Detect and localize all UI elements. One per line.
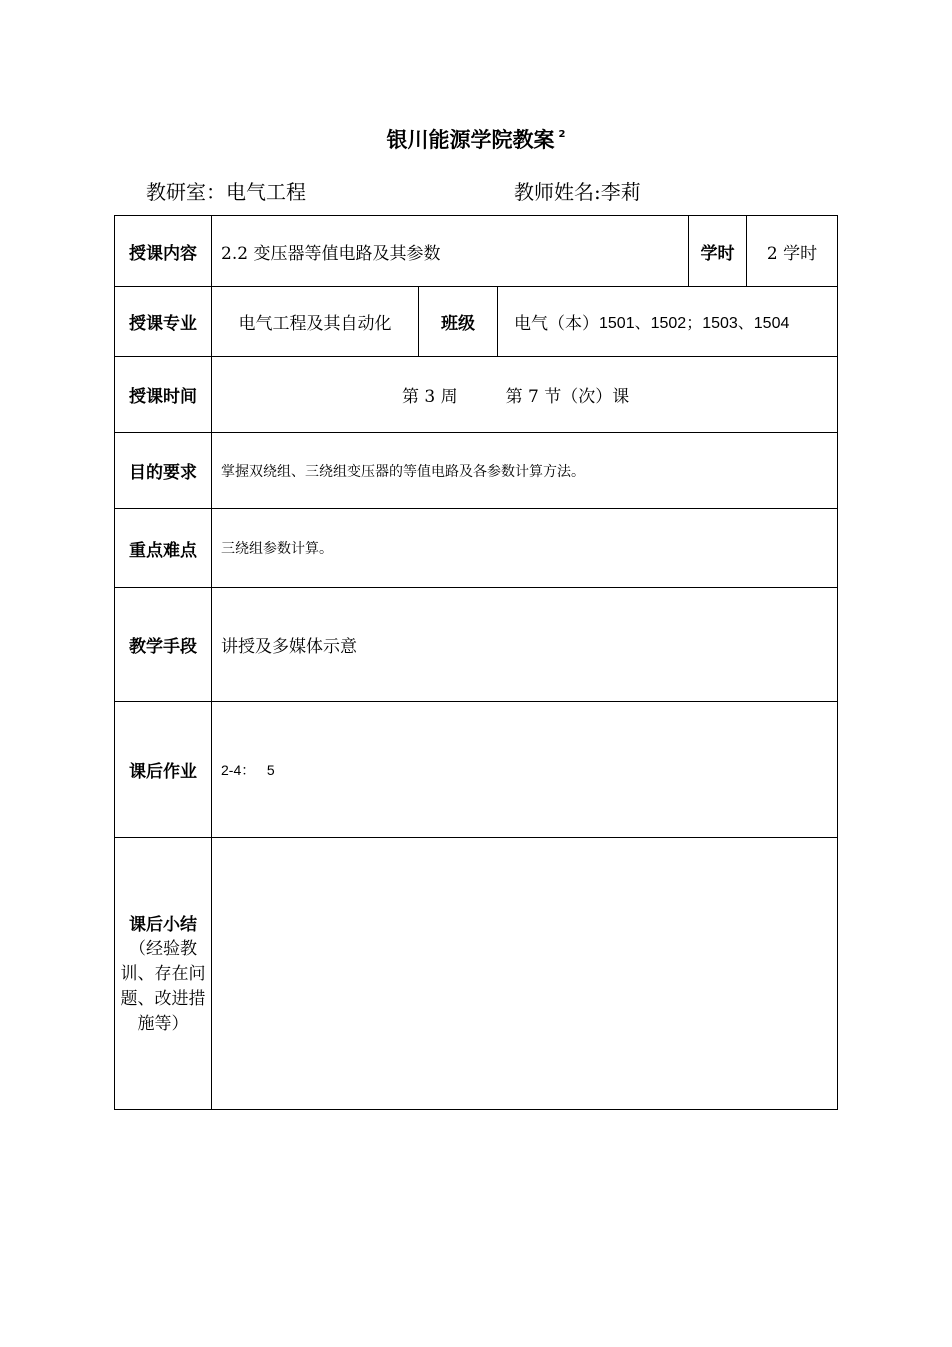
homework-label: 课后作业 <box>129 762 197 782</box>
keypoint-value: 三绕组参数计算。 <box>221 541 333 557</box>
department-value: 电气工程 <box>226 180 306 204</box>
summary-note-line-3: 题、改进措 <box>120 989 206 1009</box>
hours-label: 学时 <box>700 243 735 264</box>
title-superscript: 2 <box>558 129 566 140</box>
class-label: 班级 <box>441 314 475 334</box>
time-session: 第 7 节（次）课 <box>505 387 630 407</box>
objective-label: 目的要求 <box>129 463 197 483</box>
major-label: 授课专业 <box>129 314 197 334</box>
major-value: 电气工程及其自动化 <box>238 314 392 334</box>
department-field <box>146 176 306 205</box>
class-value <box>498 287 837 356</box>
summary-label-cell <box>115 838 211 1109</box>
hours-value: 2 学时 <box>766 243 818 264</box>
time-value <box>212 357 837 432</box>
teacher-label: 教师姓名: <box>514 180 601 204</box>
summary-note-line-4: 施等） <box>137 1014 189 1034</box>
department-label: 教研室： <box>146 180 226 204</box>
teacher-field <box>514 176 641 205</box>
summary-label: 课后小结 <box>129 915 197 935</box>
summary-note-line-2: 训、存在问 <box>120 964 206 984</box>
time-label: 授课时间 <box>129 387 197 407</box>
content-label: 授课内容 <box>129 243 197 264</box>
method-label: 教学手段 <box>129 637 197 657</box>
homework-value: 2-4： 5 <box>221 761 275 778</box>
summary-value <box>212 838 837 1109</box>
keypoint-label: 重点难点 <box>129 540 197 561</box>
document-title: 银川能源学院教案 $^2$ <box>386 128 566 152</box>
summary-note-line-1: （经验教 <box>129 939 197 959</box>
class-prefix: 电气（本） <box>514 314 599 334</box>
content-value: 2.2 变压器等值电路及其参数 <box>221 243 441 264</box>
teacher-value: 李莉 <box>600 180 641 204</box>
objective-value: 掌握双绕组、三绕组变压器的等值电路及各参数计算方法。 <box>221 463 585 480</box>
method-value: 讲授及多媒体示意 <box>221 637 357 657</box>
time-week: 第 3 周 <box>402 387 458 407</box>
class-numbers: 1501、1502；1503、1504 <box>599 315 790 332</box>
